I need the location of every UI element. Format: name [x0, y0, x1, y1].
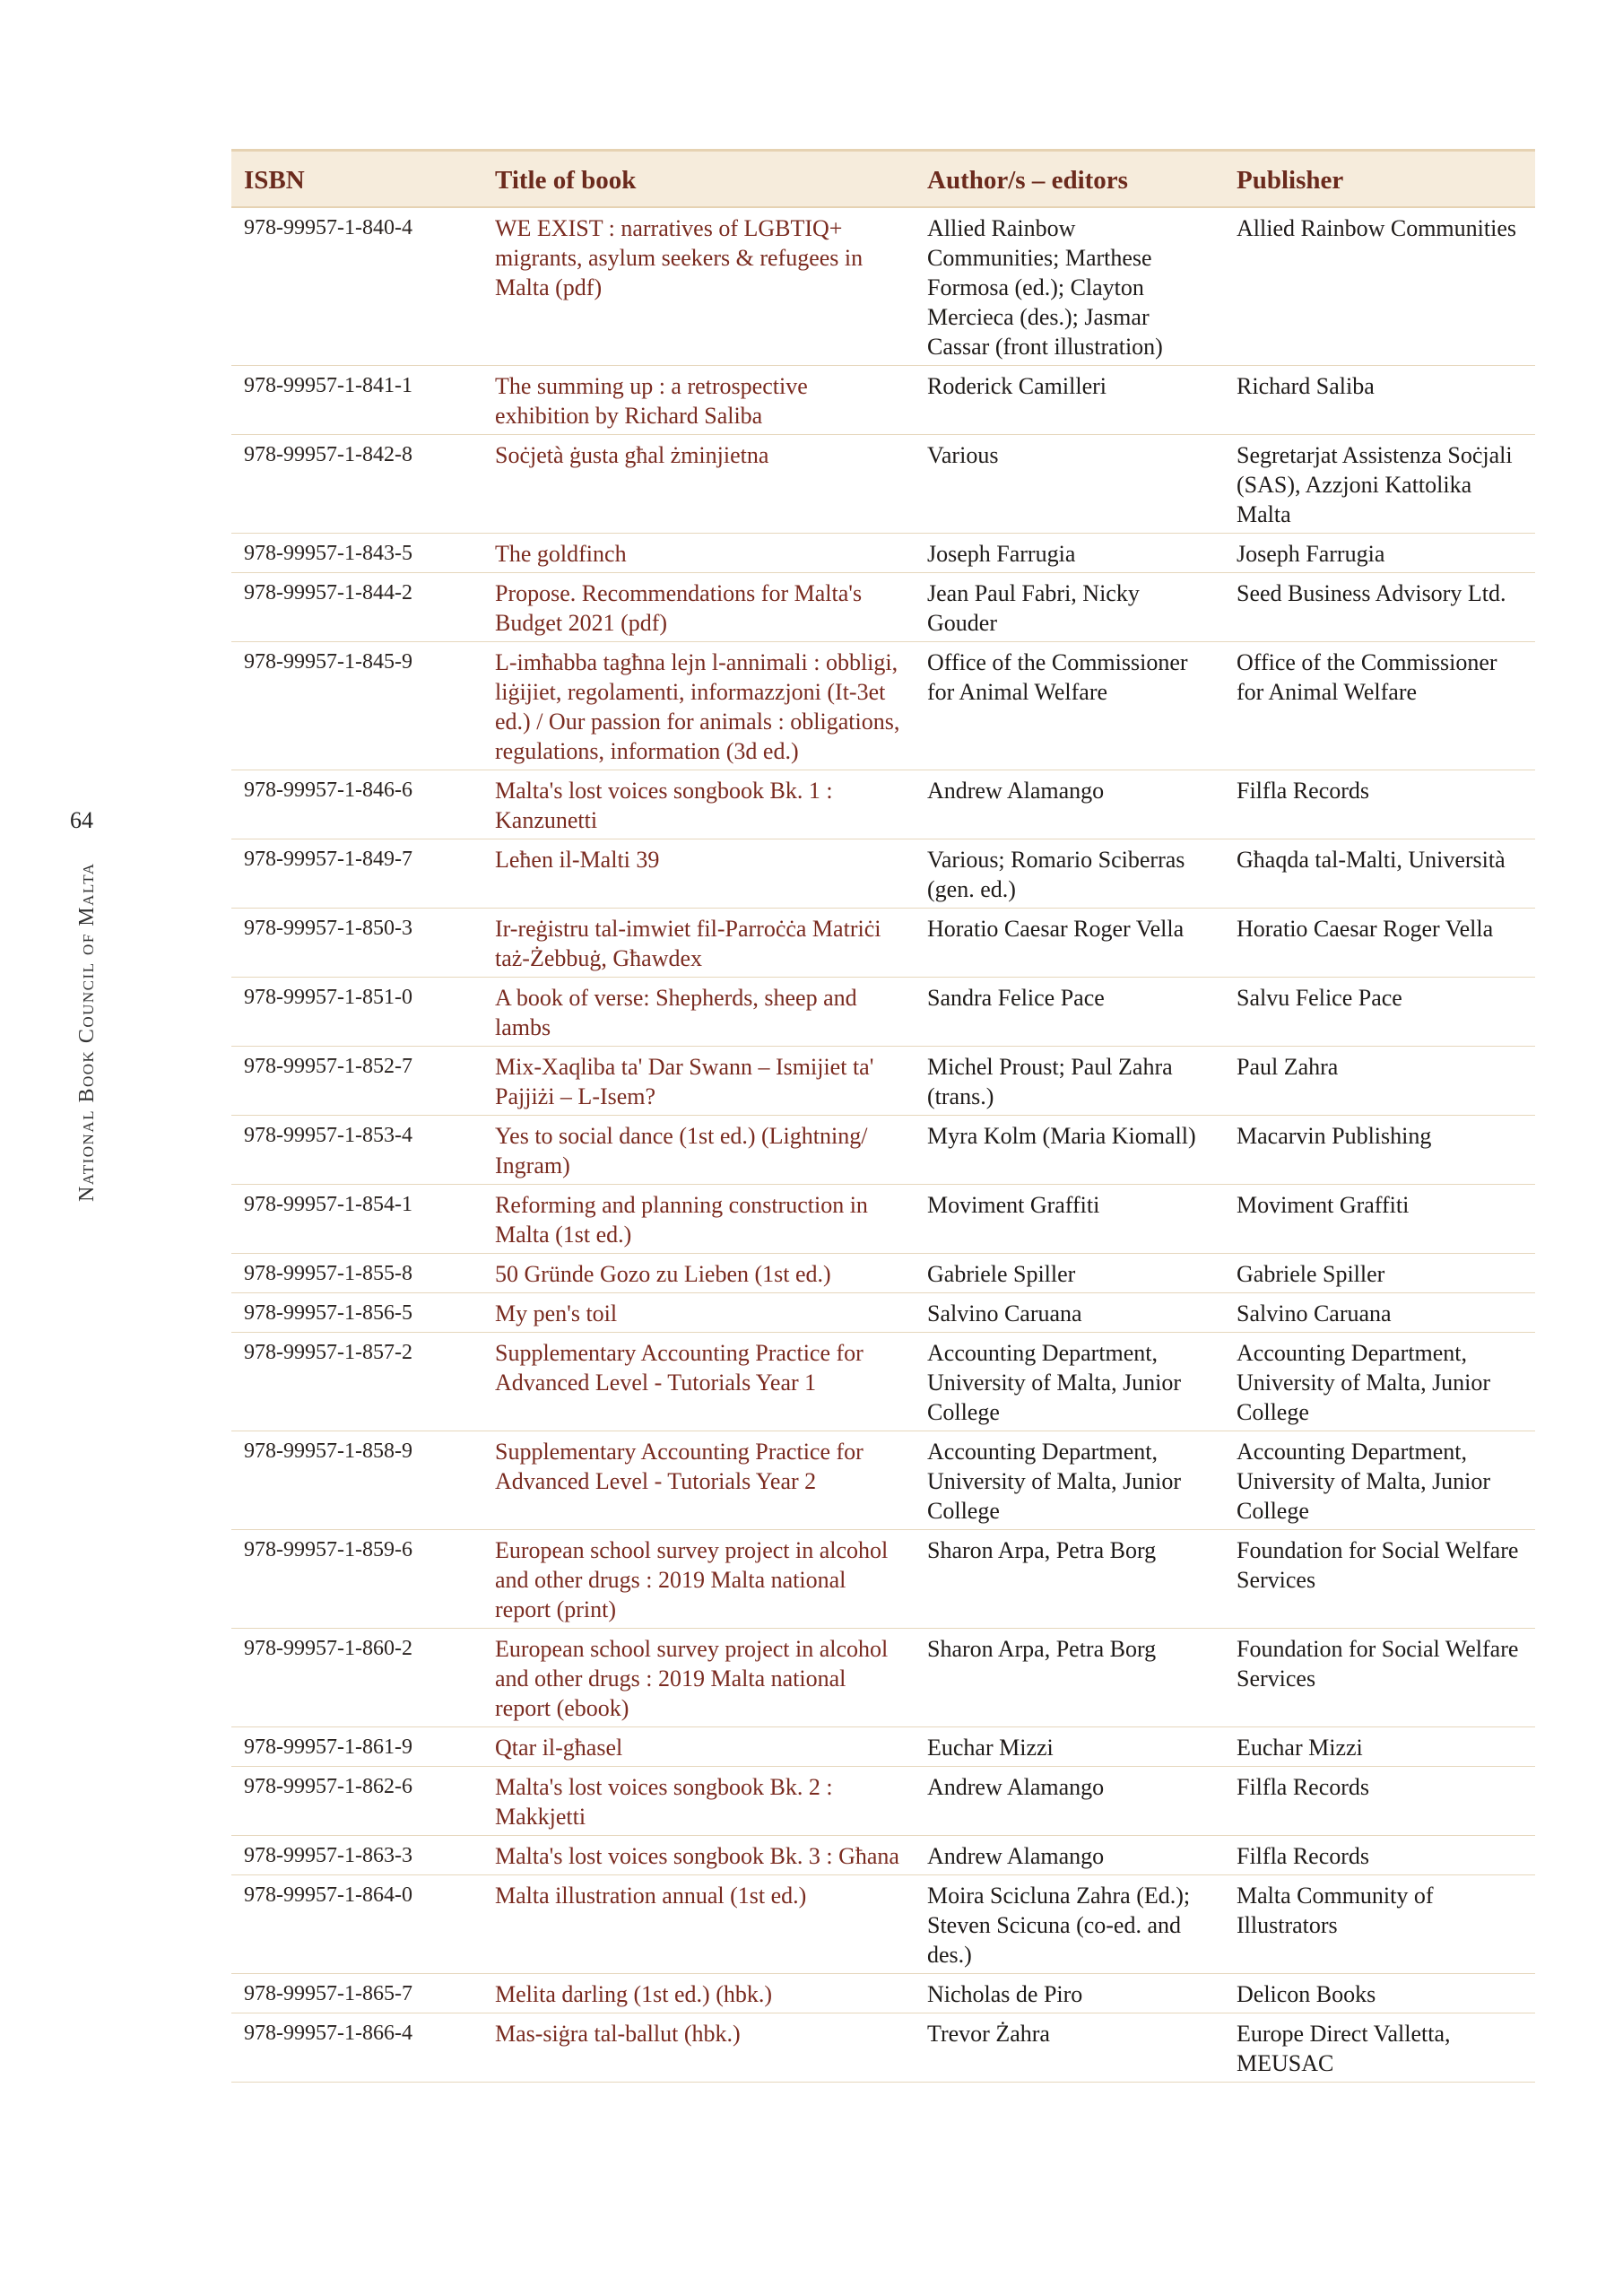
isbn-cell: 978-99957-1-840-4 [231, 207, 482, 366]
title-cell: WE EXIST : narratives of LGBTIQ+ migrants, asylum seekers & refugees in Malta (pdf) [482, 207, 915, 366]
author-cell: Allied Rainbow Communities; Marthese Formosa (ed.); Clayton Mercieca (des.); Jasmar Cassar (front illustration) [915, 207, 1224, 366]
title-cell: Supplementary Accounting Practice for Advanced Level - Tutorials Year 1 [482, 1333, 915, 1431]
isbn-cell: 978-99957-1-860-2 [231, 1629, 482, 1727]
isbn-cell: 978-99957-1-850-3 [231, 909, 482, 978]
table-row [231, 573, 1535, 642]
author-cell: Accounting Department, University of Malta, Junior College [915, 1333, 1224, 1431]
author-cell: Various; Romario Sciberras (gen. ed.) [915, 839, 1224, 909]
title-cell: Malta's lost voices songbook Bk. 3 : Għana [482, 1836, 915, 1875]
page-number: 64 [70, 807, 93, 833]
table-row [231, 1116, 1535, 1185]
title-cell: Reforming and planning construction in Malta (1st ed.) [482, 1185, 915, 1254]
publisher-cell: Allied Rainbow Communities [1224, 207, 1535, 366]
isbn-cell: 978-99957-1-862-6 [231, 1767, 482, 1836]
table-row [231, 1431, 1535, 1530]
isbn-cell: 978-99957-1-853-4 [231, 1116, 482, 1185]
header-isbn: ISBN [244, 166, 305, 195]
isbn-cell: 978-99957-1-857-2 [231, 1333, 482, 1431]
author-cell: Moira Scicluna Zahra (Ed.); Steven Scicuna (co-ed. and des.) [915, 1875, 1224, 1974]
publisher-cell: Foundation for Social Welfare Services [1224, 1530, 1535, 1629]
isbn-cell: 978-99957-1-845-9 [231, 642, 482, 770]
publisher-cell: Filfla Records [1224, 1836, 1535, 1875]
isbn-cell: 978-99957-1-843-5 [231, 534, 482, 573]
title-cell: The summing up : a retrospective exhibition by Richard Saliba [482, 366, 915, 435]
table-row [231, 435, 1535, 534]
isbn-cell: 978-99957-1-858-9 [231, 1431, 482, 1530]
isbn-cell: 978-99957-1-864-0 [231, 1875, 482, 1974]
title-cell: Malta illustration annual (1st ed.) [482, 1875, 915, 1974]
title-cell: Yes to social dance (1st ed.) (Lightning/ Ingram) [482, 1116, 915, 1185]
author-cell: Andrew Alamango [915, 770, 1224, 839]
publisher-cell: Accounting Department, University of Malta, Junior College [1224, 1431, 1535, 1530]
author-cell: Euchar Mizzi [915, 1727, 1224, 1767]
table-row [231, 1333, 1535, 1431]
title-cell: My pen's toil [482, 1293, 915, 1333]
publisher-cell: Salvino Caruana [1224, 1293, 1535, 1333]
table-body [231, 207, 1535, 2083]
header-author: Author/s – editors [927, 166, 1128, 195]
header-publisher: Publisher [1237, 166, 1344, 195]
isbn-cell: 978-99957-1-852-7 [231, 1047, 482, 1116]
publisher-cell: Salvu Felice Pace [1224, 978, 1535, 1047]
author-cell: Nicholas de Piro [915, 1974, 1224, 2013]
table-row [231, 909, 1535, 978]
author-cell: Gabriele Spiller [915, 1254, 1224, 1293]
table-row [231, 534, 1535, 573]
header-title: Title of book [495, 166, 637, 195]
author-cell: Andrew Alamango [915, 1767, 1224, 1836]
author-cell: Sharon Arpa, Petra Borg [915, 1629, 1224, 1727]
table-row [231, 1047, 1535, 1116]
author-cell: Salvino Caruana [915, 1293, 1224, 1333]
author-cell: Michel Proust; Paul Zahra (trans.) [915, 1047, 1224, 1116]
title-cell: Ir-reġistru tal-imwiet fil-Parroċċa Matriċi taż-Żebbuġ, Għawdex [482, 909, 915, 978]
title-cell: Qtar il-għasel [482, 1727, 915, 1767]
title-cell: Melita darling (1st ed.) (hbk.) [482, 1974, 915, 2013]
author-cell: Sandra Felice Pace [915, 978, 1224, 1047]
table-row [231, 1727, 1535, 1767]
author-cell: Trevor Żahra [915, 2013, 1224, 2083]
publisher-cell: Seed Business Advisory Ltd. [1224, 573, 1535, 642]
side-caption: National Book Council of Malta [75, 862, 99, 1202]
publisher-cell: Għaqda tal-Malti, Università [1224, 839, 1535, 909]
table-row [231, 642, 1535, 770]
title-cell: Soċjetà ġusta għal żminjietna [482, 435, 915, 534]
title-cell: Malta's lost voices songbook Bk. 2 : Makkjetti [482, 1767, 915, 1836]
publisher-cell: Accounting Department, University of Malta, Junior College [1224, 1333, 1535, 1431]
isbn-table [231, 149, 1535, 2083]
table-row [231, 1836, 1535, 1875]
isbn-cell: 978-99957-1-859-6 [231, 1530, 482, 1629]
title-cell: 50 Gründe Gozo zu Lieben (1st ed.) [482, 1254, 915, 1293]
title-cell: Mas-siġra tal-ballut (hbk.) [482, 2013, 915, 2083]
table-row [231, 1767, 1535, 1836]
title-cell: Leħen il-Malti 39 [482, 839, 915, 909]
isbn-cell: 978-99957-1-842-8 [231, 435, 482, 534]
author-cell: Myra Kolm (Maria Kiomall) [915, 1116, 1224, 1185]
publisher-cell: Europe Direct Valletta, MEUSAC [1224, 2013, 1535, 2083]
table-row [231, 1875, 1535, 1974]
author-cell: Office of the Commissioner for Animal Welfare [915, 642, 1224, 770]
publisher-cell: Filfla Records [1224, 1767, 1535, 1836]
publisher-cell: Malta Community of Illustrators [1224, 1875, 1535, 1974]
table-row [231, 1293, 1535, 1333]
title-cell: L-imħabba tagħna lejn l-annimali : obbligi, liġijiet, regolamenti, informazzjoni (It-3et ed.) / Our passion for animals : obligations, regulations, information (3d ed.) [482, 642, 915, 770]
publisher-cell: Paul Zahra [1224, 1047, 1535, 1116]
publisher-cell: Delicon Books [1224, 1974, 1535, 2013]
isbn-cell: 978-99957-1-861-9 [231, 1727, 482, 1767]
table-row [231, 770, 1535, 839]
table-header-row [231, 151, 1535, 208]
table-row [231, 1254, 1535, 1293]
table-row [231, 1185, 1535, 1254]
isbn-cell: 978-99957-1-846-6 [231, 770, 482, 839]
table-row [231, 1629, 1535, 1727]
author-cell: Joseph Farrugia [915, 534, 1224, 573]
isbn-cell: 978-99957-1-866-4 [231, 2013, 482, 2083]
publisher-cell: Foundation for Social Welfare Services [1224, 1629, 1535, 1727]
publisher-cell: Gabriele Spiller [1224, 1254, 1535, 1293]
publisher-cell: Joseph Farrugia [1224, 534, 1535, 573]
title-cell: Malta's lost voices songbook Bk. 1 : Kanzunetti [482, 770, 915, 839]
publisher-cell: Office of the Commissioner for Animal Welfare [1224, 642, 1535, 770]
publisher-cell: Segretarjat Assistenza Soċjali (SAS), Azzjoni Kattolika Malta [1224, 435, 1535, 534]
title-cell: The goldfinch [482, 534, 915, 573]
title-cell: European school survey project in alcohol and other drugs : 2019 Malta national report (print) [482, 1530, 915, 1629]
table-row [231, 207, 1535, 366]
title-cell: Propose. Recommendations for Malta's Budget 2021 (pdf) [482, 573, 915, 642]
publisher-cell: Richard Saliba [1224, 366, 1535, 435]
table-row [231, 1974, 1535, 2013]
author-cell: Horatio Caesar Roger Vella [915, 909, 1224, 978]
table-row [231, 2013, 1535, 2083]
publisher-cell: Horatio Caesar Roger Vella [1224, 909, 1535, 978]
table-row [231, 1530, 1535, 1629]
table-row [231, 839, 1535, 909]
isbn-cell: 978-99957-1-856-5 [231, 1293, 482, 1333]
isbn-cell: 978-99957-1-854-1 [231, 1185, 482, 1254]
publisher-cell: Macarvin Publishing [1224, 1116, 1535, 1185]
table-row [231, 978, 1535, 1047]
title-cell: Mix-Xaqliba ta' Dar Swann – Ismijiet ta' Pajjiżi – L-Isem? [482, 1047, 915, 1116]
publisher-cell: Filfla Records [1224, 770, 1535, 839]
author-cell: Roderick Camilleri [915, 366, 1224, 435]
title-cell: A book of verse: Shepherds, sheep and lambs [482, 978, 915, 1047]
isbn-cell: 978-99957-1-844-2 [231, 573, 482, 642]
isbn-cell: 978-99957-1-855-8 [231, 1254, 482, 1293]
publisher-cell: Euchar Mizzi [1224, 1727, 1535, 1767]
title-cell: European school survey project in alcohol and other drugs : 2019 Malta national report (ebook) [482, 1629, 915, 1727]
author-cell: Accounting Department, University of Malta, Junior College [915, 1431, 1224, 1530]
isbn-cell: 978-99957-1-863-3 [231, 1836, 482, 1875]
isbn-cell: 978-99957-1-865-7 [231, 1974, 482, 2013]
isbn-cell: 978-99957-1-841-1 [231, 366, 482, 435]
author-cell: Jean Paul Fabri, Nicky Gouder [915, 573, 1224, 642]
title-cell: Supplementary Accounting Practice for Advanced Level - Tutorials Year 2 [482, 1431, 915, 1530]
publisher-cell: Moviment Graffiti [1224, 1185, 1535, 1254]
author-cell: Sharon Arpa, Petra Borg [915, 1530, 1224, 1629]
isbn-cell: 978-99957-1-849-7 [231, 839, 482, 909]
author-cell: Various [915, 435, 1224, 534]
isbn-cell: 978-99957-1-851-0 [231, 978, 482, 1047]
table-row [231, 366, 1535, 435]
author-cell: Andrew Alamango [915, 1836, 1224, 1875]
author-cell: Moviment Graffiti [915, 1185, 1224, 1254]
